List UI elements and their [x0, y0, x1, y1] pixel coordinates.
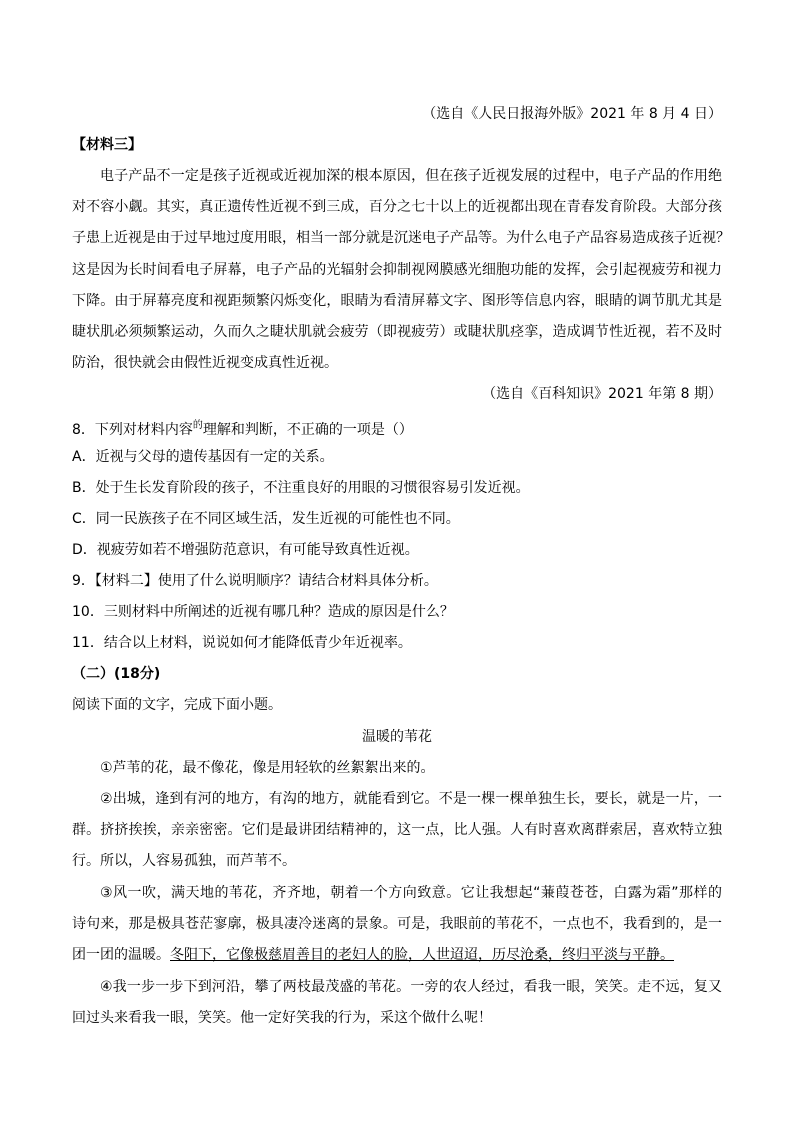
- question-10: 10．三则材料中所阐述的近视有哪几种？造成的原因是什么？: [72, 604, 454, 620]
- article-title: 温暖的苇花: [362, 729, 432, 745]
- paragraph-line: ④我一步一步下到河沿，攀了两枝最茂盛的苇花。一旁的农人经过，看我一眼，笑笑。走不远，复又: [100, 979, 722, 995]
- paragraph-line: 防治，很快就会由假性近视变成真性近视。: [72, 355, 338, 371]
- material-heading: 【材料三】: [72, 137, 142, 153]
- paragraph-line: 电子产品不一定是孩子近视或近视加深的根本原因，但在孩子近视发展的过程中，电子产品的作用绝: [100, 168, 722, 184]
- question-text: 8．下列对材料内容: [72, 422, 193, 438]
- source-citation: （选自《人民日报海外版》2021 年 8 月 4 日）: [422, 106, 722, 122]
- question-8: [72, 416, 722, 436]
- option-c: C．同一民族孩子在不同区域生活，发生近视的可能性也不同。: [72, 511, 460, 527]
- paragraph-line: [72, 945, 722, 965]
- paragraph-line: 子患上近视是由于过早地过度用眼，相当一部分就是沉迷电子产品等。为什么电子产品容易造成孩子近视？: [72, 230, 730, 246]
- plain-text: 团一团的温暖。: [72, 947, 170, 963]
- question-9: 9．【材料二】使用了什么说明顺序？请结合材料具体分析。: [72, 573, 438, 589]
- question-superscript: 的: [192, 420, 203, 431]
- option-a: A．近视与父母的遗传基因有一定的关系。: [72, 449, 334, 465]
- paragraph-line: ①芦苇的花，最不像花，像是用轻软的丝絮絮出来的。: [100, 760, 435, 776]
- paragraph-line: 睫状肌必须频繁运动，久而久之睫状肌就会疲劳（即视疲劳）或睫状肌痉挛，造成调节性近视，若不及时: [72, 324, 722, 340]
- instruction: 阅读下面的文字，完成下面小题。: [72, 697, 282, 713]
- paragraph-line: 回过头来看我一眼，笑笑。他一定好笑我的行为，采这个做什么呢！: [72, 1010, 492, 1026]
- section-heading: （二）(18分): [72, 666, 161, 682]
- paragraph-line: 对不容小觑。其实，真正遗传性近视不到三成，百分之七十以上的近视都出现在青春发育阶段。大部分孩: [72, 199, 722, 215]
- underlined-sentence: 冬阳下，它像极慈眉善目的老妇人的脸，人世迢迢，历尽沧桑，终归平淡与平静。: [170, 947, 674, 963]
- option-d: D．视疲劳如若不增强防范意识，有可能导致真性近视。: [72, 542, 419, 558]
- question-11: 11．结合以上材料，说说如何才能降低青少年近视率。: [72, 635, 412, 651]
- paragraph-line: 下降。由于屏幕亮度和视距频繁闪烁变化，眼睛为看清屏幕文字、图形等信息内容，眼睛的调节肌尤其是: [72, 293, 722, 309]
- paragraph-line: ②出城，逢到有河的地方，有沟的地方，就能看到它。不是一棵一棵单独生长，要长，就是一片，一: [100, 791, 722, 807]
- paragraph-line: 群。挤挤挨挨，亲亲密密。它们是最讲团结精神的，这一点，比人强。人有时喜欢离群索居，喜欢特立独: [72, 822, 722, 838]
- paragraph-line: 行。所以，人容易孤独，而芦苇不。: [72, 853, 296, 869]
- paragraph-line: ③风一吹，满天地的苇花，齐齐地，朝着一个方向致意。它让我想起“蒹葭苍苍，白露为霜”那样的: [100, 885, 722, 901]
- question-text: 理解和判断，不正确的一项是（）: [202, 422, 413, 438]
- option-b: B．处于生长发育阶段的孩子，不注重良好的用眼的习惯很容易引发近视。: [72, 480, 530, 496]
- paragraph-line: 这是因为长时间看电子屏幕，电子产品的光辐射会抑制视网膜感光细胞功能的发挥，会引起视疲劳和视力: [72, 262, 722, 278]
- paragraph-line: 诗句来，那是极具苍茫寥廓，极具凄冷迷离的景象。可是，我眼前的苇花不，一点也不，我看到的，是一: [72, 916, 722, 932]
- source-citation: （选自《百科知识》2021 年第 8 期）: [482, 386, 722, 402]
